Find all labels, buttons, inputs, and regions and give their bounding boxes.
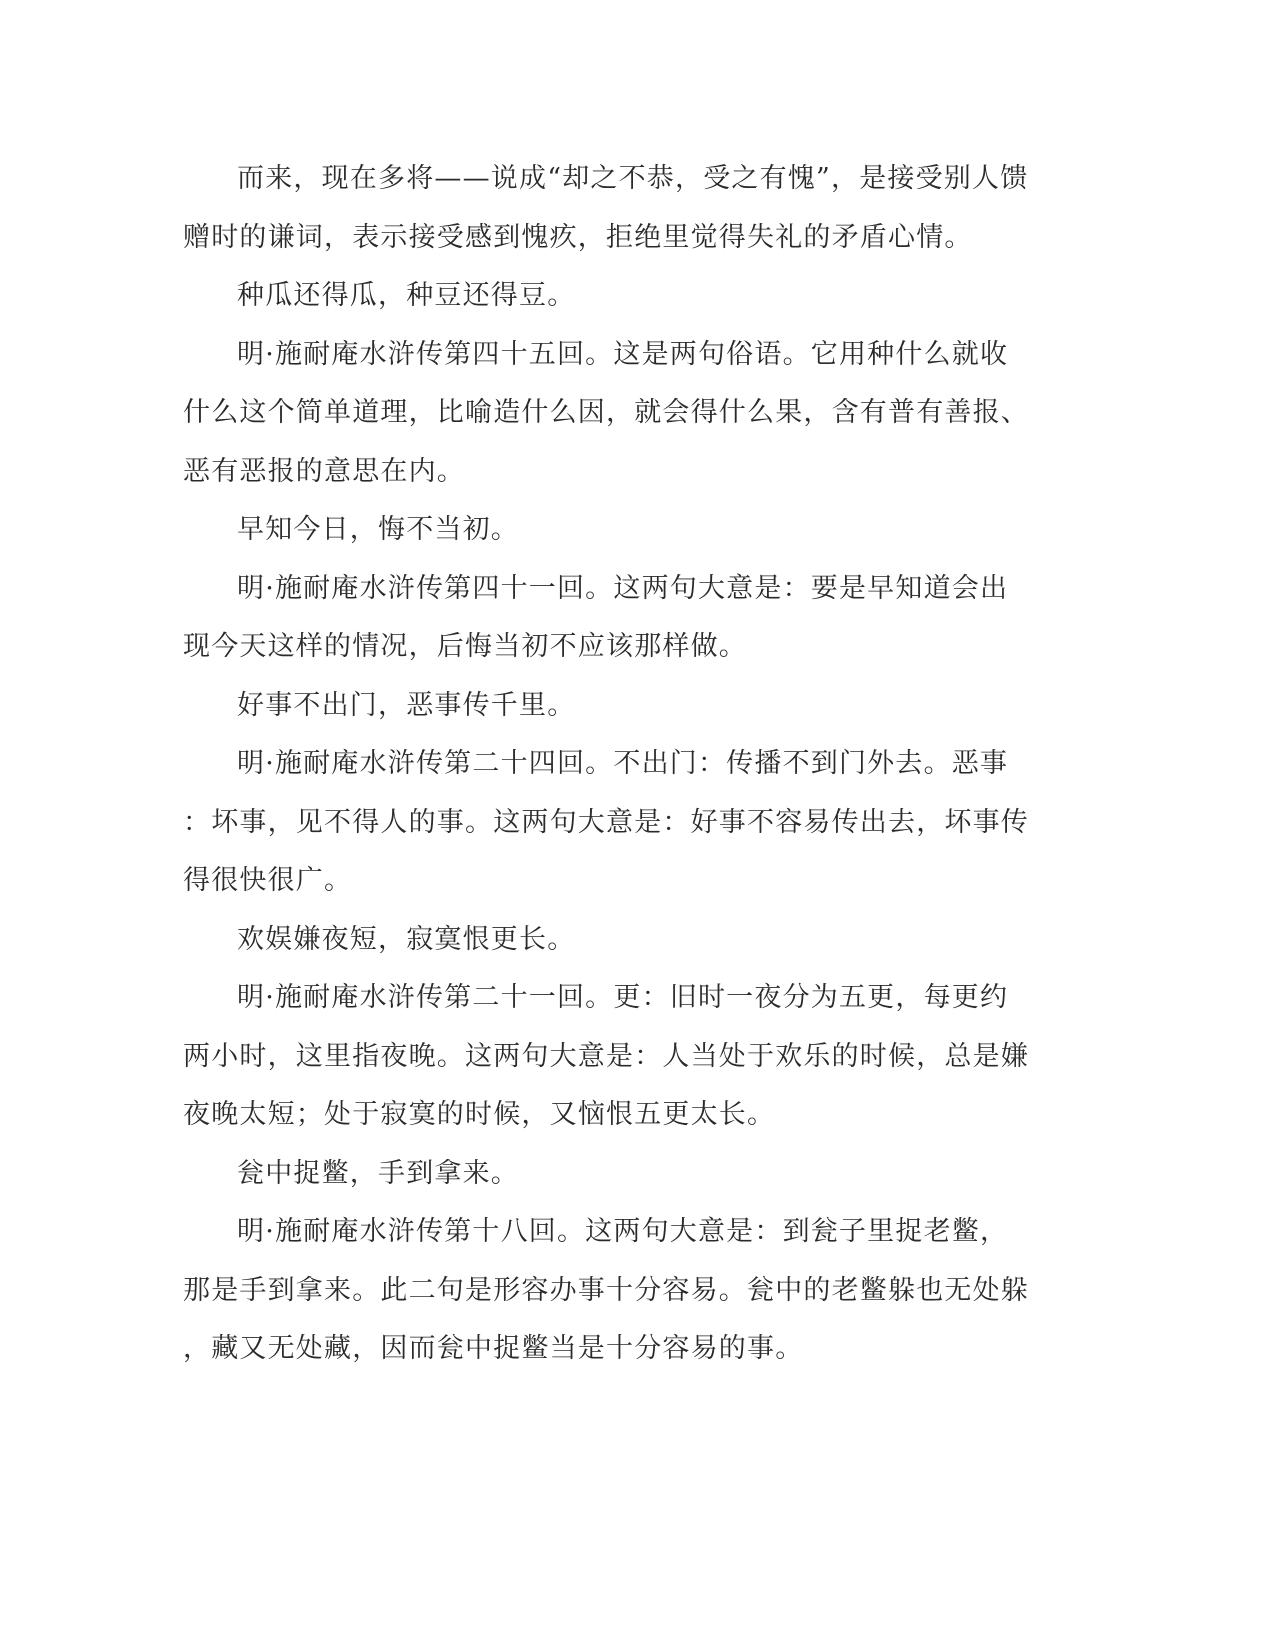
- proverb-heading: 瓮中捉鳖，手到拿来。: [237, 1157, 519, 1189]
- text-line: 得很快很广。: [183, 865, 353, 896]
- text-line: 恶有恶报的意思在内。: [183, 455, 465, 487]
- text-line: 明·施耐庵水浒传第二十一回。更：旧时一夜分为五更，每更约: [237, 982, 1009, 1013]
- proverb-heading: 种瓜还得瓜，种豆还得豆。: [237, 280, 576, 311]
- text-line: 夜晚太短；处于寂寞的时候，又恼恨五更太长。: [183, 1099, 776, 1130]
- proverb-heading: 欢娱嫌夜短，寂寞恨更长。: [237, 923, 576, 955]
- text-line: 那是手到拿来。此二句是形容办事十分容易。瓮中的老鳖躲也无处躲: [183, 1274, 1029, 1306]
- proverb-heading: 好事不出门，恶事传千里。: [237, 689, 576, 721]
- text-line: 明·施耐庵水浒传第四十一回。这两句大意是：要是早知道会出: [237, 572, 1009, 604]
- text-line: 明·施耐庵水浒传第四十五回。这是两句俗语。它用种什么就收: [237, 338, 1009, 370]
- text-line: 什么这个简单道理，比喻造什么因，就会得什么果，含有普有善报、: [183, 397, 1029, 428]
- text-line: 赠时的谦词，表示接受感到愧疚，拒绝里觉得失礼的矛盾心情。: [183, 221, 973, 253]
- text-line: 明·施耐庵水浒传第十八回。这两句大意是：到瓮子里捉老鳖，: [237, 1216, 1009, 1247]
- text-line: ：坏事，见不得人的事。这两句大意是：好事不容易传出去，坏事传: [183, 806, 1029, 838]
- text-line: 现今天这样的情况，后悔当初不应该那样做。: [183, 631, 747, 662]
- text-line: 明·施耐庵水浒传第二十四回。不出门：传播不到门外去。恶事: [237, 748, 1009, 779]
- text-line: 而来，现在多将——说成“却之不恭，受之有愧”，是接受别人馈: [237, 163, 1029, 194]
- text-line: 两小时，这里指夜晚。这两句大意是：人当处于欢乐的时候，总是嫌: [183, 1040, 1029, 1072]
- document-body: [183, 150, 1043, 1379]
- proverb-heading: 早知今日，悔不当初。: [237, 514, 519, 545]
- text-line: ，藏又无处藏，因而瓮中捉鳖当是十分容易的事。: [183, 1333, 804, 1364]
